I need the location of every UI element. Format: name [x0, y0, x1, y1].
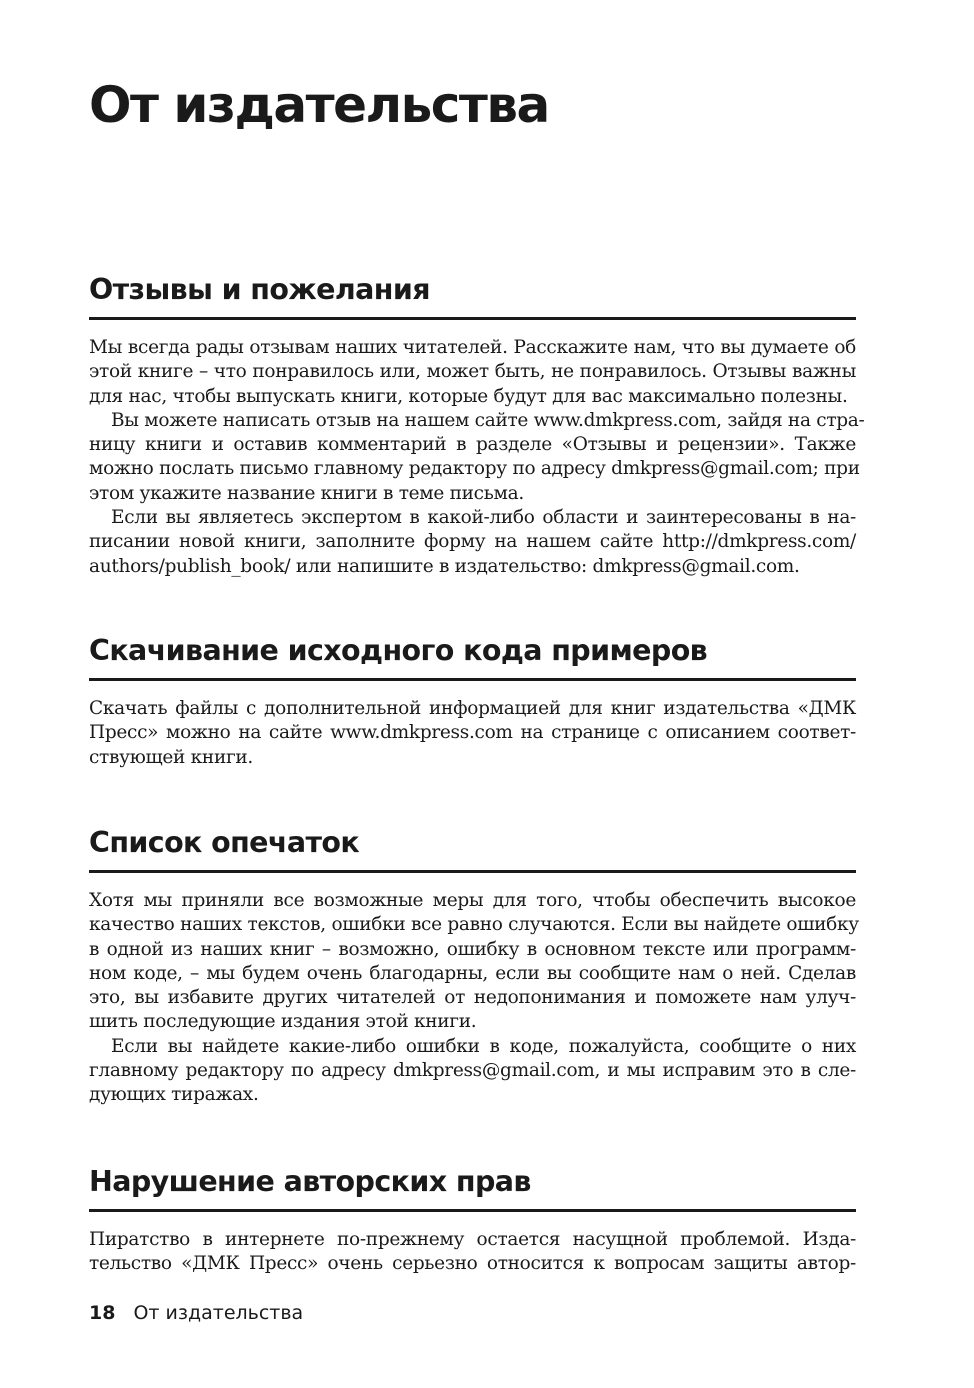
- text-line: этом укажите название книги в теме письма.: [89, 482, 524, 504]
- text-line: Пресс» можно на сайте www.dmkpress.com на странице с описанием соответ-: [89, 722, 856, 744]
- text-line: ном коде, – мы будем очень благодарны, если вы сообщите нам о ней. Сделав: [89, 962, 856, 984]
- page-number: 18: [89, 1302, 116, 1324]
- paragraph: [89, 336, 856, 409]
- text-line: шить последующие издания этой книги.: [89, 1011, 477, 1033]
- text-line: Пиратство в интернете по-прежнему остается насущной проблемой. Изда-: [89, 1229, 856, 1250]
- text-line: для нас, чтобы выпускать книги, которые будут для вас максимально полезны.: [89, 385, 848, 407]
- text-line: это, вы избавите других читателей от недопонимания и поможете нам улуч-: [89, 987, 856, 1009]
- chapter-title: От издательства: [89, 76, 549, 134]
- text-line: authors/publish_book/ или напишите в издательство: dmkpress@gmail.com.: [89, 555, 800, 577]
- section-heading: Отзывы и пожелания: [89, 270, 856, 320]
- paragraph: [89, 1228, 856, 1277]
- text-line: можно послать письмо главному редактору по адресу dmkpress@gmail.com; при: [89, 458, 860, 480]
- running-title: От издательства: [133, 1302, 304, 1324]
- text-line: Если вы являетесь экспертом в какой-либо области и заинтересованы в на-: [111, 507, 856, 529]
- paragraph: [89, 697, 856, 770]
- text-line: в одной из наших книг – возможно, ошибку в основном тексте или программ-: [89, 938, 856, 960]
- text-line: главному редактору по адресу dmkpress@gmail.com, и мы исправим это в сле-: [89, 1060, 856, 1082]
- paragraph: [89, 1035, 856, 1108]
- text-line: качество наших текстов, ошибки все равно случаются. Если вы найдете ошибку: [89, 914, 859, 936]
- page-footer: [89, 1302, 303, 1324]
- paragraph: [89, 409, 865, 506]
- section-copyright: [89, 1162, 856, 1277]
- text-line: тельство «ДМК Пресс» очень серьезно относится к вопросам защиты автор-: [89, 1253, 856, 1275]
- text-line: ствующей книги.: [89, 746, 253, 768]
- text-line: Вы можете написать отзыв на нашем сайте www.dmkpress.com, зайдя на стра-: [111, 409, 865, 431]
- text-line: Если вы найдете какие-либо ошибки в коде, пожалуйста, сообщите о них: [111, 1035, 856, 1057]
- section-source-code: [89, 631, 856, 770]
- section-heading: Нарушение авторских прав: [89, 1162, 856, 1212]
- text-line: ницу книги и оставив комментарий в разделе «Отзывы и рецензии». Также: [89, 434, 856, 456]
- text-line: Скачать файлы с дополнительной информацией для книг издательства «ДМК: [89, 698, 856, 719]
- paragraph: [89, 506, 856, 579]
- text-line: дующих тиражах.: [89, 1084, 259, 1106]
- text-line: этой книге – что понравилось или, может быть, не понравилось. Отзывы важны: [89, 361, 856, 383]
- section-heading: Скачивание исходного кода примеров: [89, 631, 856, 681]
- text-line: Хотя мы приняли все возможные меры для того, чтобы обеспечить высокое: [89, 890, 856, 911]
- section-heading: Список опечаток: [89, 823, 856, 873]
- text-line: писании новой книги, заполните форму на нашем сайте http://dmkpress.com/: [89, 531, 856, 553]
- text-line: Мы всегда рады отзывам наших читателей. Расскажите нам, что вы думаете об: [89, 337, 856, 358]
- section-feedback: [89, 270, 865, 579]
- paragraph: [89, 889, 859, 1035]
- section-errata: [89, 823, 859, 1108]
